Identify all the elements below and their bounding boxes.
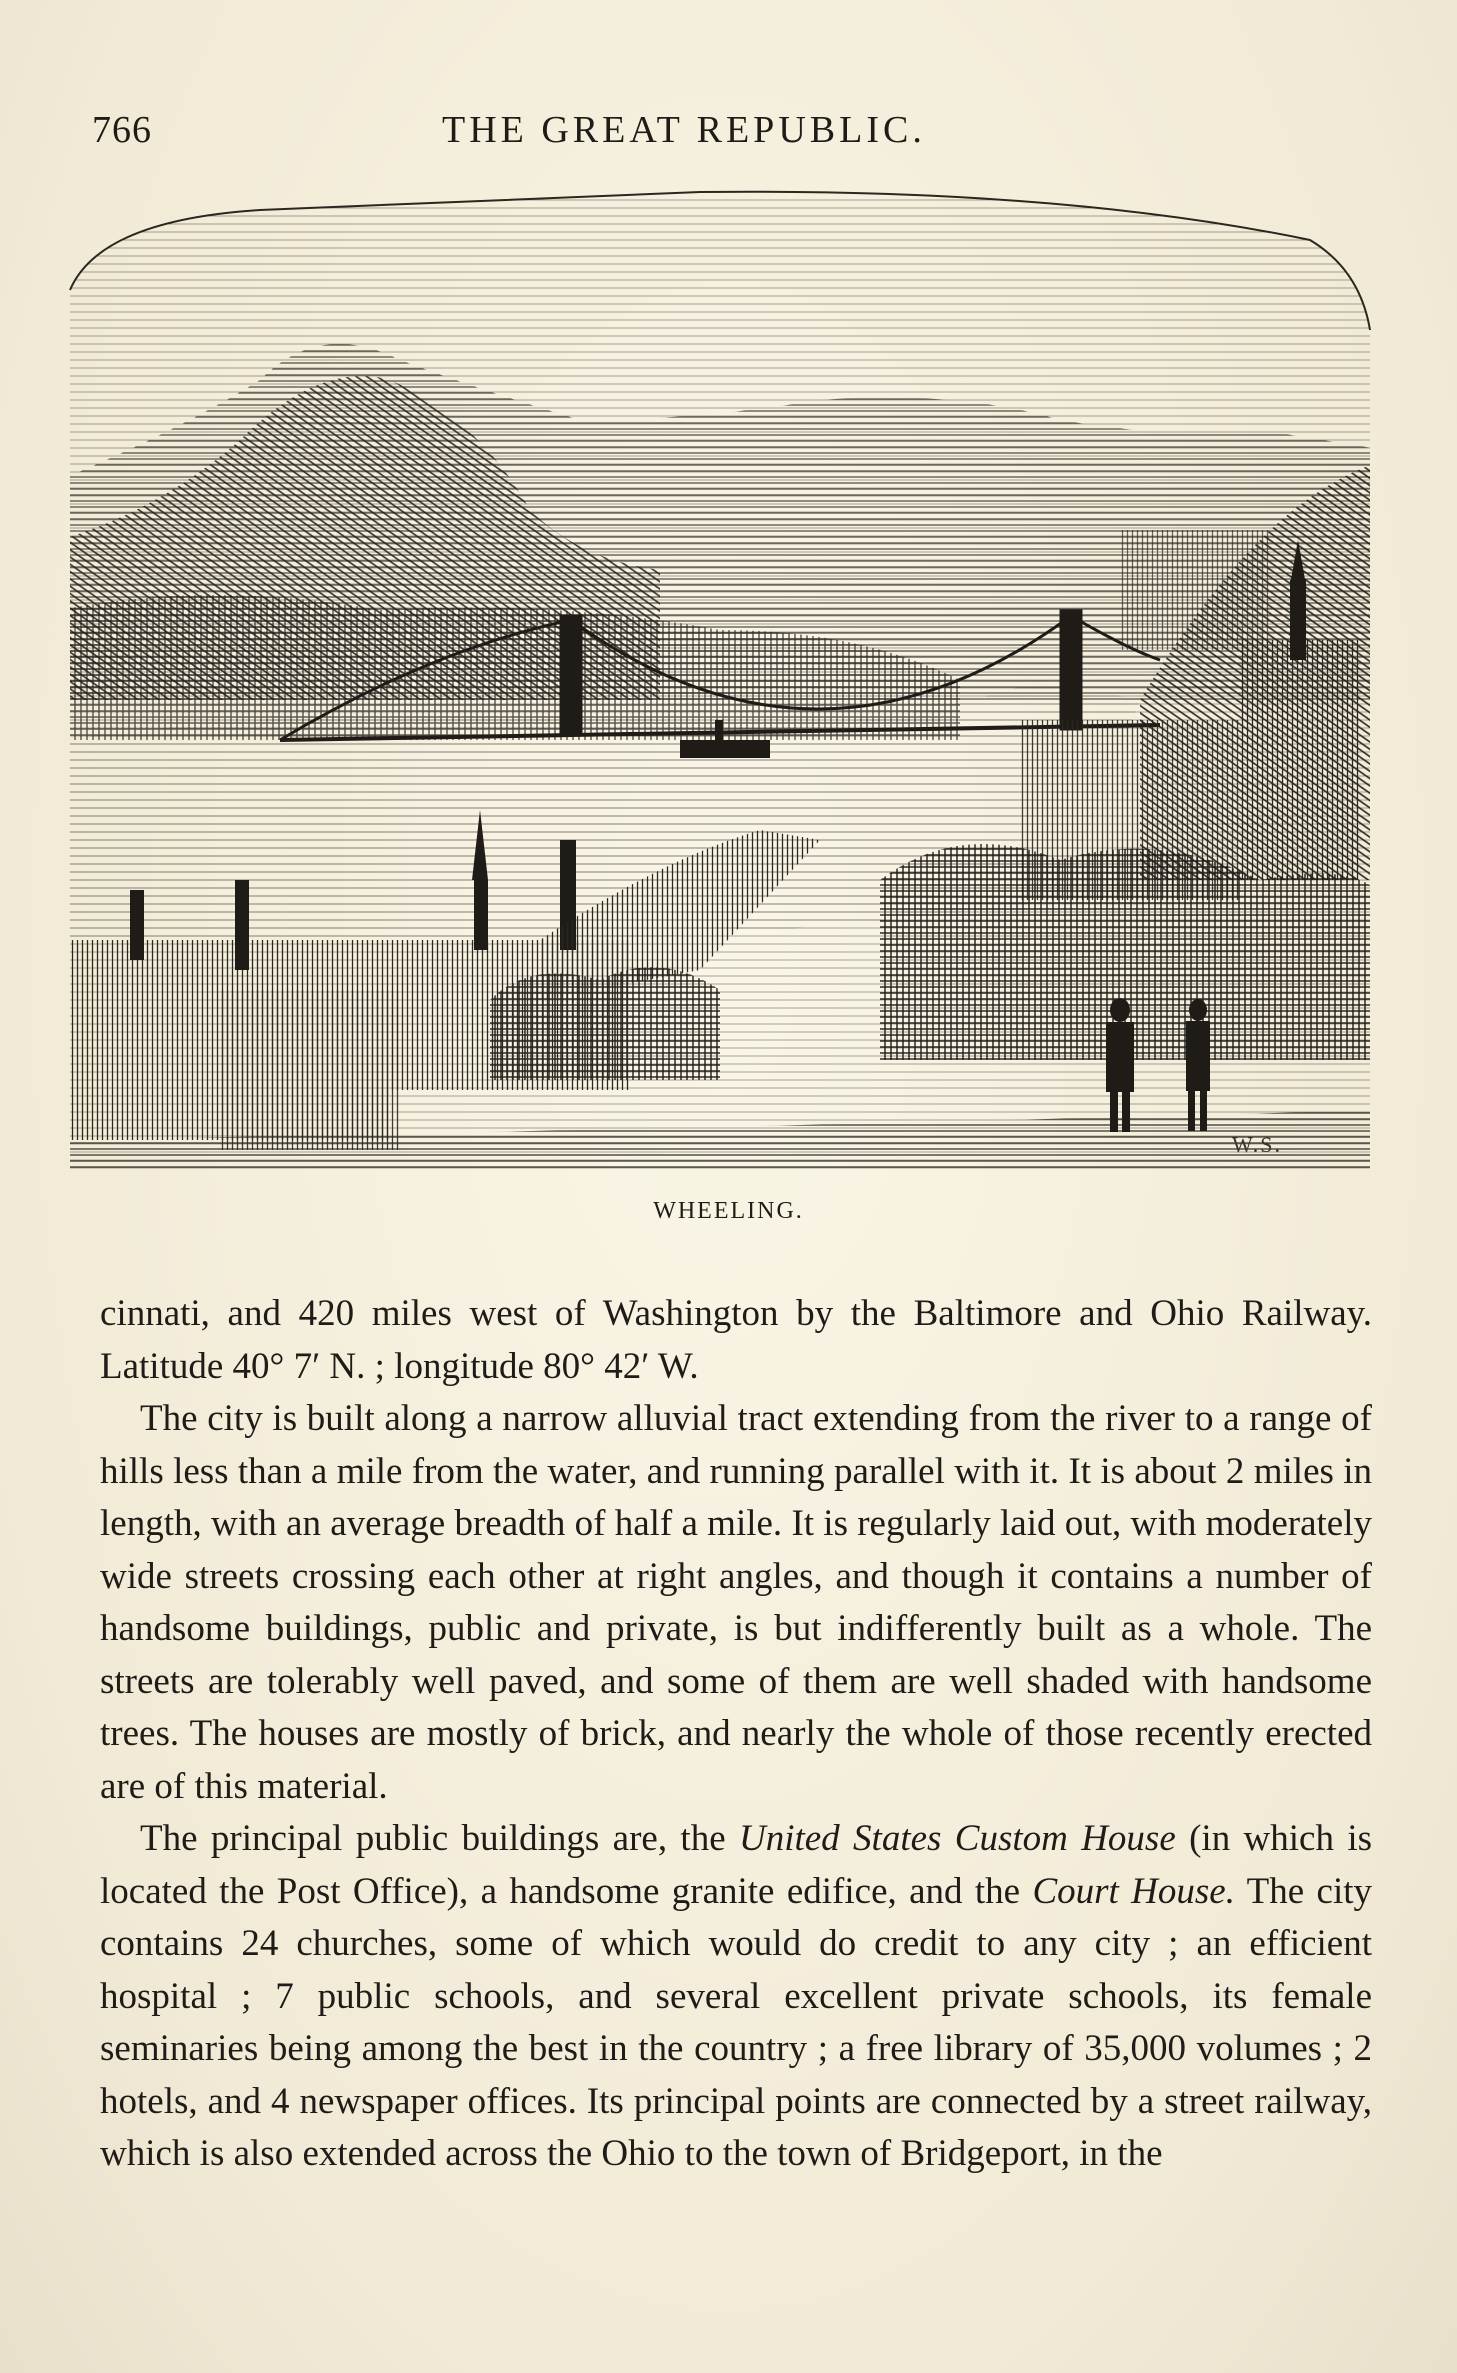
paragraph-text: The city contains 24 churches, some of which would do credit to any city ; an efficient hospital ; 7 public schools, and several excellent private schools, its female seminaries being among the best in the country ; a free library of 35,000 volumes ; 2 hotels, and 4 newspaper offices. Its principal points are connected by a street railway, which is also extended across the Ohio to the town of Bridgeport, in the [100, 1870, 1373, 2174]
engraver-signature: W.S. [1232, 1132, 1282, 1157]
paragraph [100, 1288, 1372, 1393]
wheeling-engraving [60, 180, 1385, 1170]
engraving-illustration [60, 180, 1385, 1170]
illustration-caption: WHEELING. [653, 1198, 804, 1224]
paragraph-text: The city is built along a narrow alluvial tract extending from the river to a range of hills less than a mile from the water, and running parallel with it. It is about 2 miles in length, with an average breadth of half a mile. It is regularly laid out, with moderately wide streets crossing each other at right angles, and though it contains a number of handsome buildings, public and private, is but indifferently built as a whole. The streets are tolerably well paved, and some of them are well shaded with handsome trees. The houses are mostly of brick, and nearly the whole of those recently erected are of this material. [100, 1398, 1372, 1807]
paragraph [100, 1813, 1372, 2181]
running-head [92, 108, 1377, 158]
italic-building-name: United States Custom House [738, 1818, 1176, 1859]
page-number: 766 [92, 109, 152, 151]
paragraph-text: cinnati, and 420 miles west of Washington by the Baltimore and Ohio Railway. Latitude 40° 7′ N. ; longitude 80° 42′ W. [100, 1293, 1372, 1387]
paragraph-text: The principal public buildings are, the [140, 1818, 739, 1859]
paragraph-text: (in which is located the Post Office), a handsome granite edifice, and the [100, 1818, 1373, 1912]
book-title: THE GREAT REPUBLIC. [442, 109, 926, 151]
italic-building-name: Court House. [1032, 1870, 1235, 1912]
body-text [100, 1288, 1372, 2181]
paragraph [100, 1393, 1372, 1813]
